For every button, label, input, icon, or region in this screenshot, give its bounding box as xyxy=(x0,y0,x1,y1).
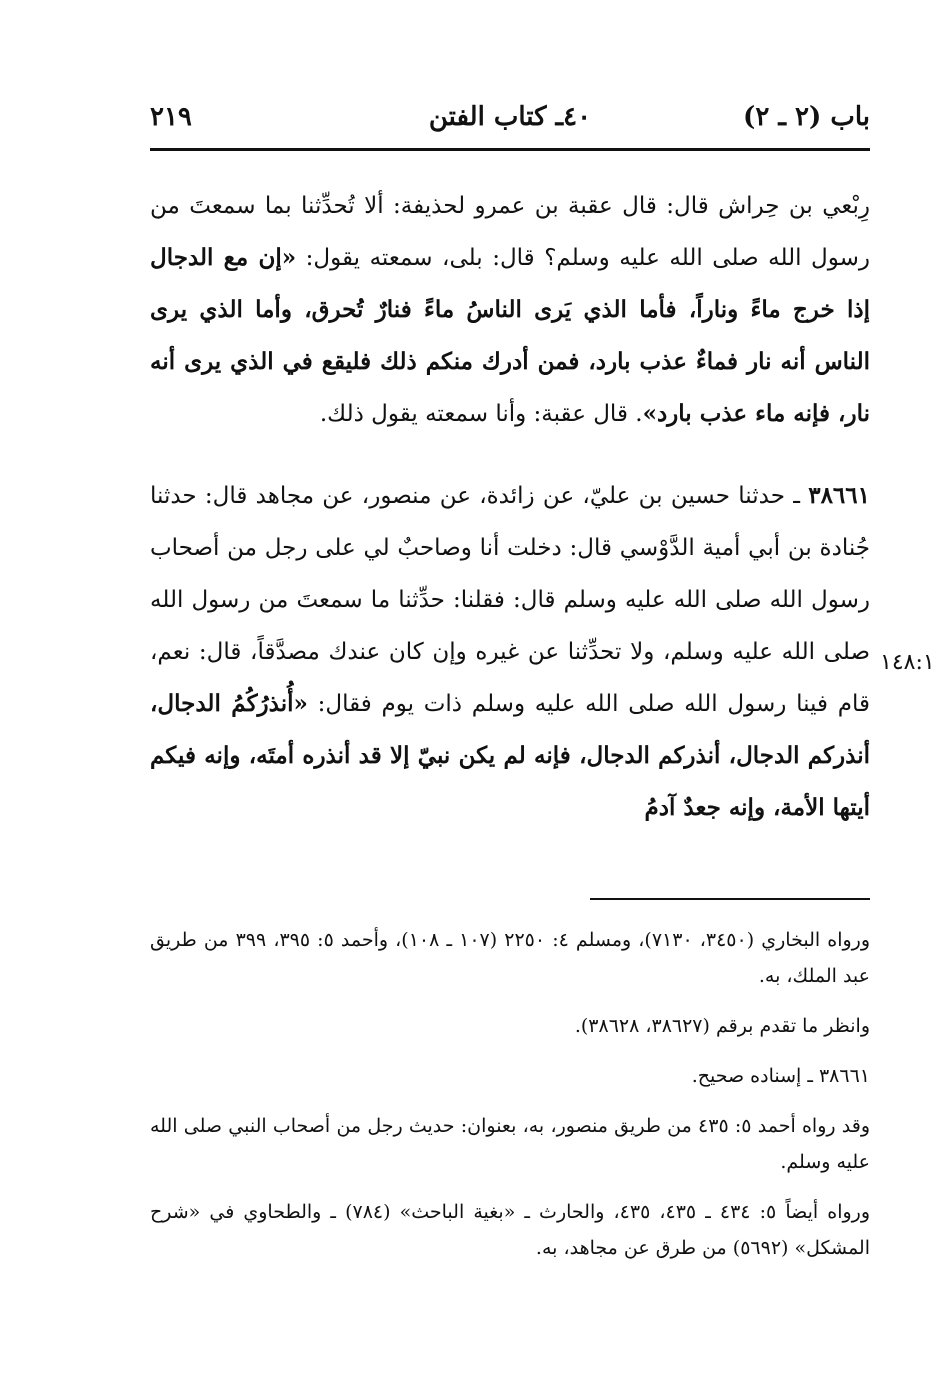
footnote-divider xyxy=(590,898,870,900)
book-title: ٤٠ـ كتاب الفتن xyxy=(428,102,592,132)
paragraph-hadith-continuation xyxy=(150,180,870,440)
footnote: وقد رواه أحمد ٥: ٤٣٥ من طريق منصور، به، بعنوان: حديث رجل من أصحاب النبي صلى الله عليه وسلم. xyxy=(150,1115,870,1173)
page-header xyxy=(150,90,870,140)
main-text xyxy=(150,180,870,834)
footnote: ورواه أيضاً ٥: ٤٣٤ ـ ٤٣٥، ٤٣٥، والحارث ـ «بغية الباحث» (٧٨٤) ـ والطحاوي في «شرح المشكل» (٥٦٩٢) من طرق عن مجاهد، به. xyxy=(150,1201,871,1259)
margin-reference: ١٤٨:١ xyxy=(880,650,935,675)
footnote: ورواه البخاري (٣٤٥٠، ٧١٣٠)، ومسلم ٤: ٢٢٥٠ (١٠٧ ـ ١٠٨)، وأحمد ٥: ٣٩٥، ٣٩٩ من طريق عبد الملك، به. xyxy=(150,929,870,987)
footnote: ٣٨٦٦١ ـ إسناده صحيح. xyxy=(691,1065,870,1087)
chapter-heading: باب (٢ ـ ٢) xyxy=(743,102,870,132)
paragraph-text: ـ حدثنا حسين بن عليّ، عن زائدة، عن منصور، عن مجاهد قال: حدثنا جُنادة بن أبي أمية الدَّوْسي قال: دخلت أنا وصاحبٌ لي على رجل من أصحاب رسول الله صلى الله عليه وسلم قال: فقلنا: حدِّثنا ما سمعتَ من رسول الله صلى الله عليه وسلم، ولا تحدِّثنا عن غيره وإن كان عندك مصدَّقاً، قال: نعم، قام فينا رسول الله صلى الله عليه وسلم ذات يوم فقال: xyxy=(150,483,870,717)
header-divider xyxy=(150,148,870,151)
page-number: ٢١٩ xyxy=(150,102,192,132)
paragraph-hadith-38661 xyxy=(150,470,870,834)
paragraph-text: رِبْعي بن حِراش قال: قال عقبة بن عمرو لحذيفة: ألا تُحدِّثنا بما سمعتَ من رسول الله صلى الله عليه وسلم؟ قال: بلى، سمعته يقول: xyxy=(150,193,870,271)
footnotes xyxy=(150,922,870,1280)
hadith-number: ٣٨٦٦١ xyxy=(808,482,870,509)
paragraph-text: . قال عقبة: وأنا سمعته يقول ذلك. xyxy=(319,401,643,427)
footnote: وانظر ما تقدم برقم (٣٨٦٢٧، ٣٨٦٢٨). xyxy=(574,1015,870,1037)
hadith-quote: «إن مع الدجال إذا خرج ماءً وناراً، فأما الذي يَرى الناسُ ماءً فنارٌ تُحرق، وأما الذي يرى الناس أنه نار فماءٌ عذب بارد، فمن أدرك منكم ذلك فليقع في الذي يرى أنه نار، فإنه ماء عذب بارد» xyxy=(150,244,870,427)
hadith-quote: «أُنذرُكُمُ الدجال، أنذركم الدجال، أنذركم الدجال، فإنه لم يكن نبيّ إلا قد أنذره أمتَه، وإنه فيكم أيتها الأمة، وإنه جعدٌ آدمُ xyxy=(150,690,870,821)
